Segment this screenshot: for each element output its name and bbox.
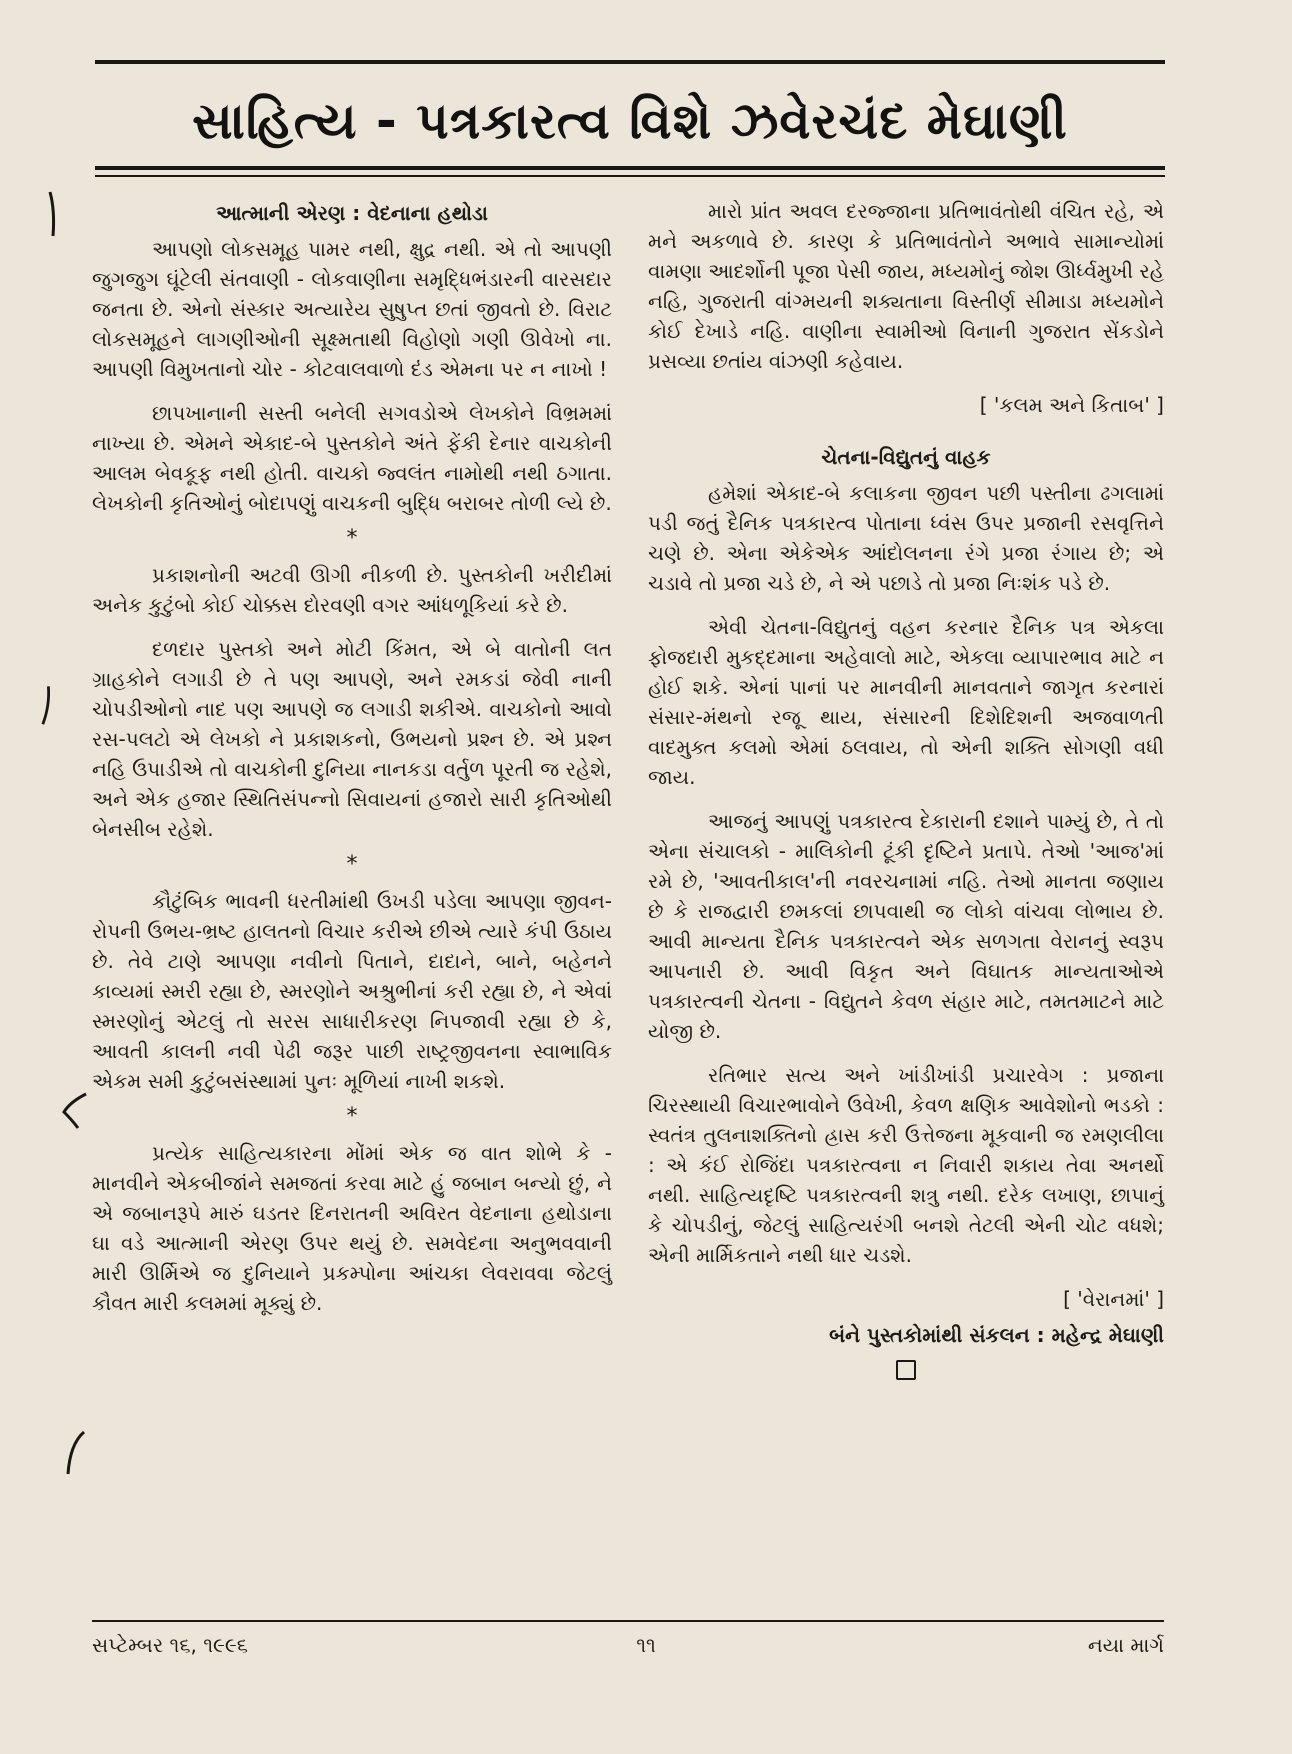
right-paragraph-2: એવી ચેતના-વિદ્યુતનું વહન કરનાર દૈનિક પત્ર એકલા ફોજદારી મુકદ્દમાના અહેવાલો માટે, એકલા વ્યાપારભાવ માટે ન હોઈ શકે. એનાં પાનાં પર માનવીની માનવતાને જાગૃત કરનારાં સંસાર-મંથનો રજૂ થાય, સંસારની દિશેદિશની અજવાળતી વાદમુક્ત કલમો એમાં ઠલવાય, તો એની શક્તિ સોગણી વધી જાય.	[648, 615, 1164, 789]
source-citation-2: [ 'વેરાનમાં' ]	[1063, 1287, 1164, 1311]
right-section-heading: ચેતના-વિદ્યુતનું વાહક	[821, 445, 991, 469]
source-citation-1: [ 'કલમ અને કિતાબ' ]	[979, 393, 1164, 417]
left-column	[92, 196, 612, 1332]
section-separator-3: *	[346, 1104, 358, 1129]
right-column	[648, 196, 1164, 1388]
left-paragraph-3: પ્રકાશનોની અટવી ઊગી નીકળી છે. પુસ્તકોની ખરીદીમાં અનેક કુટુંબો કોઈ ચોક્કસ દોરવણી વગર આંધળૂકિયાં કરે છે.	[92, 563, 612, 617]
margin-mark-icon	[40, 676, 54, 736]
left-section-heading: આત્માની એરણ : વેદનાના હથોડા	[216, 201, 488, 225]
end-mark	[648, 1358, 1164, 1388]
right-paragraph-1: હમેશાં એકાદ-બે કલાકના જીવન પછી પસ્તીના ઢગલામાં પડી જતું દૈનિક પત્રકારત્વ પોતાના ધ્વંસ ઉપર પ્રજાની રસવૃત્તિને ચણે છે. એના એકેએક આંદોલનના રંગે પ્રજા રંગાય છે; એ ચડાવે તો પ્રજા ચડે છે, ને એ પછાડે તો પ્રજા નિઃશંક પડે છે.	[648, 481, 1164, 595]
left-paragraph-6: પ્રત્યેક સાહિત્યકારના મોંમાં એક જ વાત શોભે કે - માનવીને એકબીજાંને સમજતાં કરવા માટે હું જબાન બન્યો છું, ને એ જબાનરૂપે મારું ઘડતર દિનરાતની અવિરત વેદનાના હથોડાના ઘા વડે આત્માની એરણ ઉપર થયું છે. સમવેદના અનુભવવાની મારી ઊર્મિએ જ દુનિયાને પ્રકમ્પોના આંચકા લેવરાવવા જેટલું કૌવત મારી કલમમાં મૂક્યું છે.	[92, 1141, 612, 1315]
title-rule-thick	[95, 166, 1165, 170]
title-rule-thin	[95, 175, 1165, 177]
margin-mark-icon	[46, 190, 60, 240]
section-separator-2: *	[346, 852, 358, 877]
footer-page-number: ૧૧	[636, 1633, 656, 1657]
margin-mark-icon	[60, 1090, 88, 1130]
section-separator-1: *	[346, 526, 358, 551]
footer-publication: નયા માર્ગ	[1087, 1633, 1164, 1657]
left-paragraph-2: છાપખાનાની સસ્તી બનેલી સગવડોએ લેખકોને વિભ્રમમાં નાખ્યા છે. એમને એકાદ-બે પુસ્તકોને અંતે ફેંકી દેનાર વાચકોની આલમ બેવકૂફ નથી હોતી. વાચકો જ્વલંત નામોથી નથી ઠગાતા. લેખકોની કૃતિઓનું બોદાપણું વાચકની બુદ્ધિ બરાબર તોળી લ્યે છે.	[92, 401, 612, 515]
top-rule	[95, 60, 1165, 64]
compilation-credit: બંને પુસ્તકોમાંથી સંકલન : મહેન્દ્ર મેઘાણી	[829, 1323, 1164, 1347]
footer-rule	[92, 1620, 1164, 1622]
footer-date: સપ્ટેમ્બર ૧૬, ૧૯૯૬	[92, 1633, 248, 1657]
page-title: સાહિત્ય - પત્રકારત્વ વિશે ઝવેરચંદ મેઘાણી	[192, 92, 1068, 150]
right-intro-paragraph: મારો પ્રાંત અવલ દરજ્જાના પ્રતિભાવંતોથી વંચિત રહે, એ મને અકળાવે છે. કારણ કે પ્રતિભાવંતોને અભાવે સામાન્યોમાં વામણા આદર્શોની પૂજા પેસી જાય, મધ્યમોનું જોશ ઊર્ધ્વમુખી રહે નહિ, ગુજરાતી વાંગ્મયની શક્યતાના વિસ્તીર્ણ સીમાડા મધ્યમોને કોઈ દેખાડે નહિ. વાણીના સ્વામીઓ વિનાની ગુજરાત સેંકડોને પ્રસવ્યા છતાંય વાંઝણી કહેવાય.	[648, 199, 1164, 373]
left-paragraph-4: દળદાર પુસ્તકો અને મોટી કિંમત, એ બે વાતોની લત ગ્રાહકોને લગાડી છે તે પણ આપણે, અને રમકડાં જેવી નાની ચોપડીઓનો નાદ પણ આપણે જ લગાડી શકીએ. વાચકોનો આવો રસ-પલટો એ લેખકો ને પ્રકાશકનો, ઉભયનો પ્રશ્ન છે. એ પ્રશ્ન નહિ ઉપાડીએ તો વાચકોની દુનિયા નાનકડા વર્તુળ પૂરતી જ રહેશે, અને એક હજાર સ્થિતિસંપન્નો સિવાયનાં હજારો સારી કૃતિઓથી બેનસીબ રહેશે.	[92, 637, 612, 841]
margin-mark-icon	[58, 1428, 86, 1478]
right-paragraph-3: આજનું આપણું પત્રકારત્વ દેકારાની દશાને પામ્યું છે, તે તો એના સંચાલકો - માલિકોની ટૂંકી દૃષ્ટિને પ્રતાપે. તેઓ 'આજ'માં રમે છે, 'આવતીકાલ'ની નવરચનામાં નહિ. તેઓ માનતા જણાય છે કે રાજદ્વારી છમકલાં છાપવાથી જ લોકો વાંચવા લોભાય છે. આવી માન્યતા દૈનિક પત્રકારત્વને એક સળગતા વેરાનનું સ્વરૂપ આપનારી છે. આવી વિકૃત અને વિઘાતક માન્યતાઓએ પત્રકારત્વની ચેતના - વિદ્યુતને કેવળ સંહાર માટે, તમતમાટને માટે યોજી છે.	[648, 809, 1164, 1043]
left-paragraph-5: કૌટુંબિક ભાવની ધરતીમાંથી ઉખડી પડેલા આપણા જીવન-રોપની ઉભય-ભ્રષ્ટ હાલતનો વિચાર કરીએ છીએ ત્યારે કંપી ઉઠાય છે. તેવે ટાણે આપણા નવીનો પિતાને, દાદાને, બાને, બહેનને કાવ્યમાં સ્મરી રહ્યા છે, સ્મરણોને અશ્રુભીનાં કરી રહ્યા છે, ને એવાં સ્મરણોનું એટલું તો સરસ સાધારીકરણ નિપજાવી રહ્યા છે કે, આવતી કાલની નવી પેઢી જરૂર પાછી રાષ્ટ્રજીવનના સ્વાભાવિક એકમ સમી કુટુંબસંસ્થામાં પુનઃ મૂળિયાં નાખી શકશે.	[92, 889, 612, 1093]
right-paragraph-4: રતિભાર સત્ય અને ખાંડીખાંડી પ્રચારવેગ : પ્રજાના ચિરસ્થાયી વિચારભાવોને ઉવેખી, કેવળ ક્ષણિક આવેશોનો ભડકો : સ્વતંત્ર તુલનાશક્તિનો હ્રાસ કરી ઉત્તેજના મૂકવાની જ રમણલીલા : એ કંઈ રોજિંદા પત્રકારત્વના ન નિવારી શકાય તેવા અનર્થો નથી. સાહિત્યદૃષ્ટિ પત્રકારત્વની શત્રુ નથી. દરેક લખાણ, છાપાનું કે ચોપડીનું, જેટલું સાહિત્યરંગી બનશે તેટલી એની ચોટ વધશે; એની માર્મિકતાને નથી ધાર ચડશે.	[648, 1063, 1164, 1267]
end-square-icon	[896, 1360, 916, 1380]
left-paragraph-1: આપણો લોકસમૂહ પામર નથી, ક્ષુદ્ર નથી. એ તો આપણી જુગજુગ ઘૂંટેલી સંતવાણી - લોકવાણીના સમૃદ્ધિભંડારની વારસદાર જનતા છે. એનો સંસ્કાર અત્યારેય સુષુપ્ત છતાં જીવતો છે. વિરાટ લોકસમૂહને લાગણીઓની સૂક્ષ્મતાથી વિહોણો ગણી ઊવેખો ના. આપણી વિમુખતાનો ચોર - કોટવાલવાળો દંડ એમના પર ન નાખો !	[92, 237, 612, 381]
